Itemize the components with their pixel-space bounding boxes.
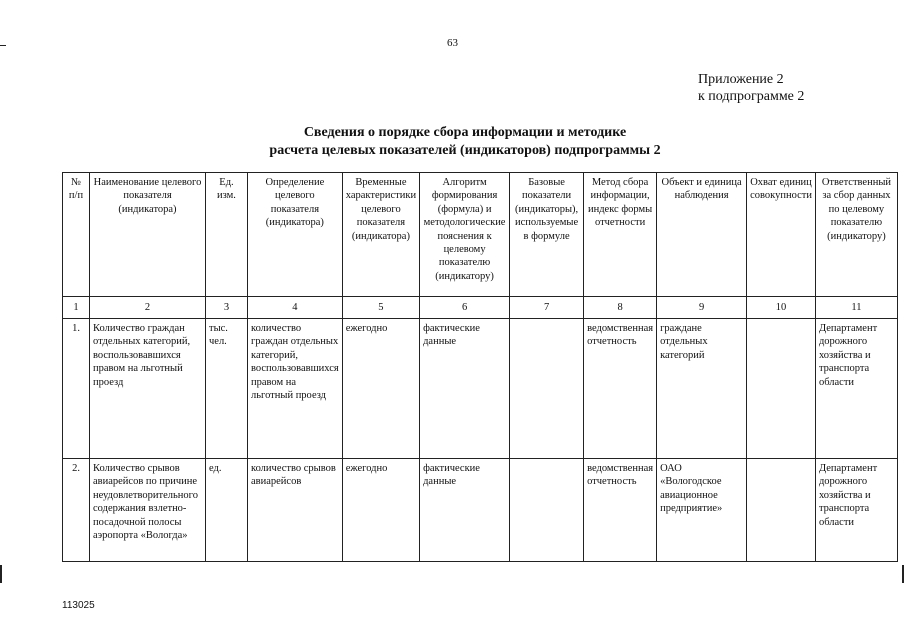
column-number-cell: 1: [63, 297, 90, 319]
table-row: [63, 459, 898, 562]
header-cell: Наименование целевого показателя (индикатора): [90, 173, 206, 297]
method-cell: ведомственная отчетность: [584, 459, 657, 562]
object-cell: ОАО «Вологодское авиационное предприятие»: [657, 459, 747, 562]
document-title: [200, 124, 730, 160]
time-cell: ежегодно: [342, 319, 419, 459]
indicator-name-cell: Количество срывов авиарейсов по причине неудовлетворительного содержания взлетно-посадочной полосы аэропорта «Вологда»: [90, 459, 206, 562]
column-number-row: [63, 297, 898, 319]
appendix-line-1: Приложение 2: [698, 72, 784, 87]
header-cell: Временные характеристики целевого показателя (индикатора): [342, 173, 419, 297]
header-cell: Алгоритм формирования (формула) и методологические пояснения к целевому показателю (индикатору): [420, 173, 510, 297]
row-number-cell: 1.: [63, 319, 90, 459]
algorithm-cell: фактические данные: [420, 459, 510, 562]
responsible-cell: Департамент дорожного хозяйства и транспорта области: [815, 319, 897, 459]
scan-edge-mark: [0, 45, 6, 46]
header-cell: Ед. изм.: [206, 173, 248, 297]
column-number-cell: 9: [657, 297, 747, 319]
algorithm-cell: фактические данные: [420, 319, 510, 459]
definition-cell: количество граждан отдельных категорий, воспользовавшихся правом на льготный проезд: [248, 319, 343, 459]
responsible-cell: Департамент дорожного хозяйства и транспорта области: [815, 459, 897, 562]
column-number-cell: 10: [747, 297, 816, 319]
column-number-cell: 6: [420, 297, 510, 319]
base-indicators-cell: [510, 319, 584, 459]
header-row: [63, 173, 898, 297]
object-cell: граждане отдельных категорий: [657, 319, 747, 459]
coverage-cell: [747, 459, 816, 562]
time-cell: ежегодно: [342, 459, 419, 562]
definition-cell: количество срывов авиарейсов: [248, 459, 343, 562]
title-line-2: расчета целевых показателей (индикаторов) подпрограммы 2: [269, 143, 661, 158]
method-cell: ведомственная отчетность: [584, 319, 657, 459]
header-cell: Метод сбора информации, индекс формы отчетности: [584, 173, 657, 297]
indicators-table: [62, 172, 898, 562]
row-number-cell: 2.: [63, 459, 90, 562]
unit-cell: ед.: [206, 459, 248, 562]
column-number-cell: 5: [342, 297, 419, 319]
unit-cell: тыс. чел.: [206, 319, 248, 459]
header-cell: Объект и единица наблюдения: [657, 173, 747, 297]
header-cell: Определение целевого показателя (индикатора): [248, 173, 343, 297]
page-number: 63: [447, 37, 458, 49]
scan-edge-mark: [902, 565, 904, 583]
column-number-cell: 11: [815, 297, 897, 319]
title-line-1: Сведения о порядке сбора информации и методике: [303, 125, 627, 140]
table-row: [63, 319, 898, 459]
header-cell: Охват единиц совокупности: [747, 173, 816, 297]
column-number-cell: 3: [206, 297, 248, 319]
appendix-line-2: к подпрограмме 2: [698, 89, 805, 104]
column-number-cell: 4: [248, 297, 343, 319]
indicator-name-cell: Количество граждан отдельных категорий, воспользовавшихся правом на льготный проезд: [90, 319, 206, 459]
indicators-table-wrap: [62, 172, 898, 562]
header-cell: Ответственный за сбор данных по целевому показателю (индикатору): [815, 173, 897, 297]
header-cell: Базовые показатели (индикаторы), используемые в формуле: [510, 173, 584, 297]
base-indicators-cell: [510, 459, 584, 562]
column-number-cell: 8: [584, 297, 657, 319]
document-code: 113025: [62, 600, 95, 611]
appendix-note: [698, 71, 804, 105]
scan-edge-mark: [0, 565, 2, 583]
coverage-cell: [747, 319, 816, 459]
column-number-cell: 2: [90, 297, 206, 319]
header-cell: № п/п: [63, 173, 90, 297]
column-number-cell: 7: [510, 297, 584, 319]
